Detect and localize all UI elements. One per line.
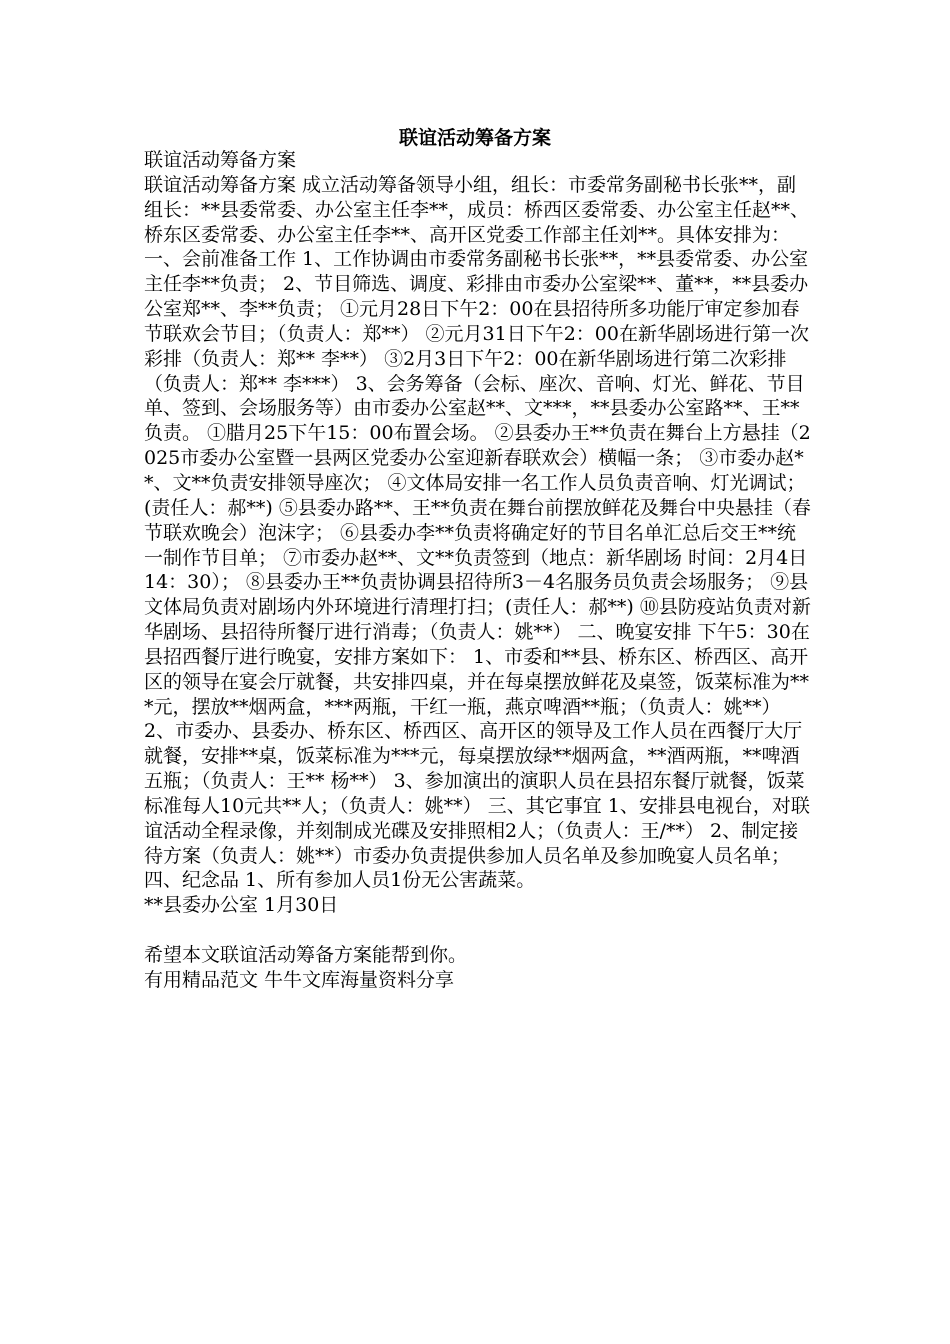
document-body bbox=[144, 148, 812, 993]
closing-line-1: 希望本文联谊活动筹备方案能帮到你。 bbox=[144, 944, 468, 966]
main-paragraph: 联谊活动筹备方案 成立活动筹备领导小组，组长：市委常务副秘书长张**，副组长：**县委常委、办公室主任李**，成员：桥西区委常委、办公室主任赵**、桥东区委常委、办公室主任李**、高开区党委工作部主任刘**。具体安排为： 一、会前准备工作 1、工作协调由市委常务副秘书长张**，**县委常委、办公室主任李**负责； 2、节目筛选、调度、彩排由市委办公室梁**、董**，**县委办公室郑**、李**负责； ①元月28日下午2：00在县招待所多功能厅审定参加春节联欢会节目；（负责人：郑**） ②元月31日下午2：00在新华剧场进行第一次彩排（负责人：郑** 李**） ③2月3日下午2：00在新华剧场进行第二次彩排（负责人：郑** 李***） 3、会务筹备（会标、座次、音响、灯光、鲜花、节目单、签到、会场服务等）由市委办公室赵**、文***，**县委办公室路**、王**负责。 ①腊月25下午15：00布置会场。 ②县委办王**负责在舞台上方悬挂（2025市委办公室暨一县两区党委办公室迎新春联欢会）横幅一条； ③市委办赵**、文**负责安排领导座次； ④文体局安排一名工作人员负责音响、灯光调试；(责任人：郝**) ⑤县委办路**、王**负责在舞台前摆放鲜花及舞台中央悬挂（春节联欢晚会）泡沫字； ⑥县委办李**负责将确定好的节目名单汇总后交王**统一制作节目单； ⑦市委办赵**、文**负责签到（地点：新华剧场 时间：2月4日14：30）； ⑧县委办王**负责协调县招待所3－4名服务员负责会场服务； ⑨县文体局负责对剧场内外环境进行清理打扫；(责任人：郝**) ⑩县防疫站负责对新华剧场、县招待所餐厅进行消毒；（负责人：姚**） 二、晚宴安排 下午5：30在县招西餐厅进行晚宴，安排方案如下： 1、市委和**县、桥东区、桥西区、高开区的领导在宴会厅就餐，共安排四桌，并在每桌摆放鲜花及桌签，饭菜标准为***元，摆放**烟两盒，***两瓶，干红一瓶，燕京啤酒**瓶；（负责人：姚**） 2、市委办、县委办、桥东区、桥西区、高开区的领导及工作人员在西餐厅大厅就餐，安排**桌，饭菜标准为***元，每桌摆放绿**烟两盒，**酒两瓶，**啤酒五瓶；（负责人：王** 杨**） 3、参加演出的演职人员在县招东餐厅就餐，饭菜标准每人10元共**人；（负责人：姚**） 三、其它事宜 1、安排县电视台，对联谊活动全程录像，并刻制成光碟及安排照相2人；（负责人：王/**） 2、制定接待方案（负责人：姚**）市委办负责提供参加人员名单及参加晚宴人员名单； 四、纪念品 1、所有参加人员1份无公害蔬菜。 bbox=[144, 173, 811, 892]
closing-line-2: 有用精品范文 牛牛文库海量资料分享 bbox=[144, 968, 455, 991]
blank-line bbox=[144, 918, 812, 943]
document-title: 联谊活动筹备方案 bbox=[398, 127, 551, 149]
signature-line: **县委办公室 1月30日 bbox=[144, 894, 339, 917]
subtitle-line: 联谊活动筹备方案 bbox=[144, 149, 297, 171]
